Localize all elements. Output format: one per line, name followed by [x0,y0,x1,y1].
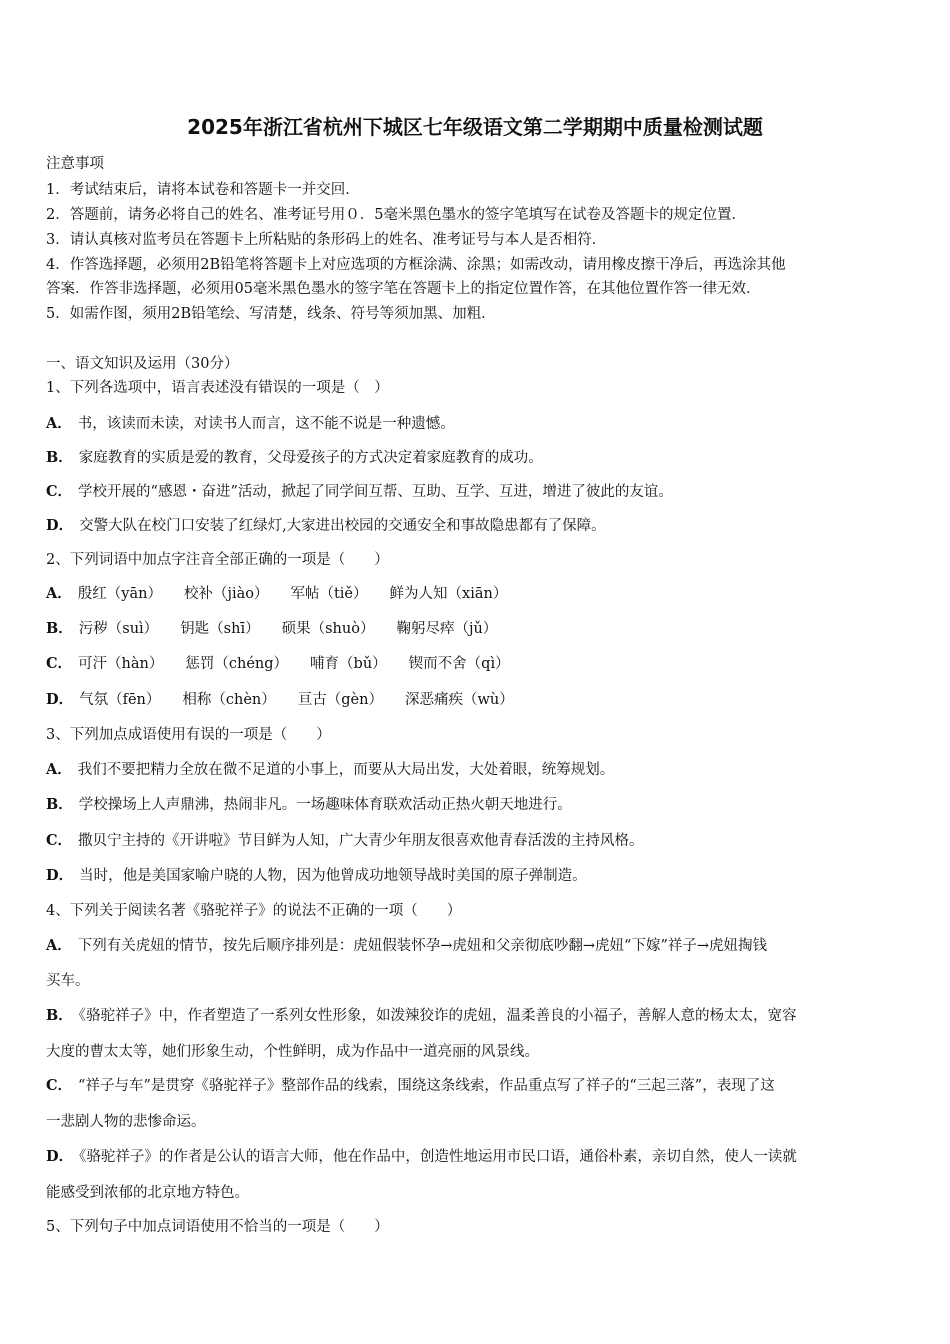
option-text: 《骆驼祥子》的作者是公认的语言大师，他在作品中，创造性地运用市民口语，通俗朴素，亲切自然，使人一读就 [79,1149,797,1165]
q4-option-c-cont: 一悲剧人物的悲惨命运。 [46,1114,206,1130]
question-stem-4: 4、下列关于阅读名著《骆驼祥子》的说法不正确的一项（ ） [46,903,462,919]
q1-option-b [46,446,543,467]
question-stem-5: 5、下列句子中加点词语使用不恰当的一项是（ ） [46,1219,389,1235]
q2-option-b [46,617,497,638]
q4-option-a [46,934,767,955]
q4-option-a-cont: 买车。 [46,973,90,989]
page-title: 2025年浙江省杭州下城区七年级语文第二学期期中质量检测试题 [187,115,763,139]
option-word: 亘古（gèn） [297,692,383,708]
option-letter: D． [46,691,74,708]
option-word: 哺育（bǔ） [310,656,387,672]
option-letter: A． [46,937,72,954]
option-word: 气氛（fēn） [79,692,161,708]
option-text: 当时，他是美国家喻户晓的人物，因为他曾成功地领导战时美国的原子弹制造。 [79,868,587,884]
option-letter: D． [46,1148,74,1165]
option-word: 深恶痛疾（wù） [404,692,514,708]
q4-option-d-cont: 能感受到浓郁的北京地方特色。 [46,1185,249,1201]
option-text: 撒贝宁主持的《开讲啦》节目鲜为人知，广大青少年朋友很喜欢他青春活泼的主持风格。 [78,833,644,849]
q1-option-a [46,412,455,433]
notice-item: 2．答题前，请务必将自己的姓名、准考证号用０．5毫米黑色墨水的签字笔填写在试卷及答题卡的规定位置． [46,207,746,223]
option-letter: A． [46,585,72,602]
option-letter: D． [46,517,74,534]
option-word: 鲜为人知（xiān） [389,586,508,602]
option-text: 家庭教育的实质是爱的教育，父母爱孩子的方式决定着家庭教育的成功。 [78,450,543,466]
option-word: 惩罚（chéng） [185,656,289,672]
q3-option-a [46,758,614,779]
option-letter: C． [46,832,73,849]
option-word: 殷红（yān） [77,586,162,602]
q2-option-d [46,688,514,709]
option-text: 书，该读而未读，对读书人而言，这不能不说是一种遗憾。 [77,416,455,432]
q4-option-c [46,1074,775,1095]
q3-option-b [46,793,572,814]
question-stem-1: 1、下列各选项中，语言表述没有错误的一项是（ ） [46,380,389,396]
option-word: 硕果（shuò） [281,621,375,637]
option-letter: B． [46,620,73,637]
notice-item: 答案．作答非选择题，必须用05毫米黑色墨水的签字笔在答题卡上的指定位置作答，在其他位置作答一律无效． [46,281,761,297]
option-word: 军帖（tiě） [290,586,368,602]
option-letter: C． [46,655,73,672]
option-word: 校补（jiào） [183,586,269,602]
option-text: 学校操场上人声鼎沸，热闹非凡。一场趣味体育联欢活动正热火朝天地进行。 [78,797,572,813]
option-letter: B． [46,796,73,813]
option-letter: B． [46,449,73,466]
q3-option-c [46,829,644,850]
q1-option-d [46,514,606,535]
option-letter: C． [46,483,73,500]
option-word: 钥匙（shī） [180,621,260,637]
question-stem-3: 3、下列加点成语使用有误的一项是（ ） [46,727,331,743]
notice-item: 4．作答选择题，必须用2B铅笔将答题卡上对应选项的方框涂满、涂黑；如需改动，请用橡皮擦干净后，再选涂其他 [46,257,786,273]
q3-option-d [46,864,587,885]
option-text: 《骆驼祥子》中，作者塑造了一系列女性形象，如泼辣狡诈的虎妞，温柔善良的小福子，善解人意的杨太太，宽容 [78,1008,797,1024]
option-word: 污秽（suì） [78,621,159,637]
option-text: “祥子与车”是贯穿《骆驼祥子》整部作品的线索，围绕这条线索，作品重点写了祥子的“三起三落”，表现了这 [78,1078,775,1094]
notice-heading: 注意事项 [46,156,104,172]
notice-item: 5．如需作图，须用2B铅笔绘、写清楚，线条、符号等须加黑、加粗． [46,306,496,322]
option-letter: D． [46,867,74,884]
option-text: 交警大队在校门口安装了红绿灯,大家进出校园的交通安全和事故隐患都有了保障。 [79,518,606,534]
option-word: 锲而不舍（qì） [408,656,510,672]
option-text: 学校开展的“感恩・奋进”活动，掀起了同学间互帮、互助、互学、互进，增进了彼此的友谊。 [78,484,673,500]
option-letter: C． [46,1077,73,1094]
q4-option-b-cont: 大度的曹太太等，她们形象生动，个性鲜明，成为作品中一道亮丽的风景线。 [46,1044,539,1060]
q4-option-d [46,1145,797,1166]
question-stem-2: 2、下列词语中加点字注音全部正确的一项是（ ） [46,552,389,568]
option-word: 相称（chèn） [182,692,276,708]
q2-option-c [46,652,510,673]
q4-option-b [46,1004,797,1025]
option-text: 我们不要把精力全放在微不足道的小事上，而要从大局出发，大处着眼，统筹规划。 [77,762,615,778]
option-letter: A． [46,415,72,432]
section-heading: 一、语文知识及运用（30分） [46,356,239,372]
notice-item: 3．请认真核对监考员在答题卡上所粘贴的条形码上的姓名、准考证号与本人是否相符． [46,232,607,248]
q1-option-c [46,480,673,501]
notice-item: 1．考试结束后，请将本试卷和答题卡一并交回． [46,182,360,198]
option-word: 可汗（hàn） [78,656,164,672]
option-text: 下列有关虎妞的情节，按先后顺序排列是：虎妞假装怀孕→虎妞和父亲彻底吵翻→虎妞“下嫁”祥子→虎妞掏钱 [77,938,768,954]
option-word: 鞠躬尽瘁（jǔ） [396,621,498,637]
option-letter: B． [46,1007,73,1024]
q2-option-a [46,582,507,603]
option-letter: A． [46,761,72,778]
